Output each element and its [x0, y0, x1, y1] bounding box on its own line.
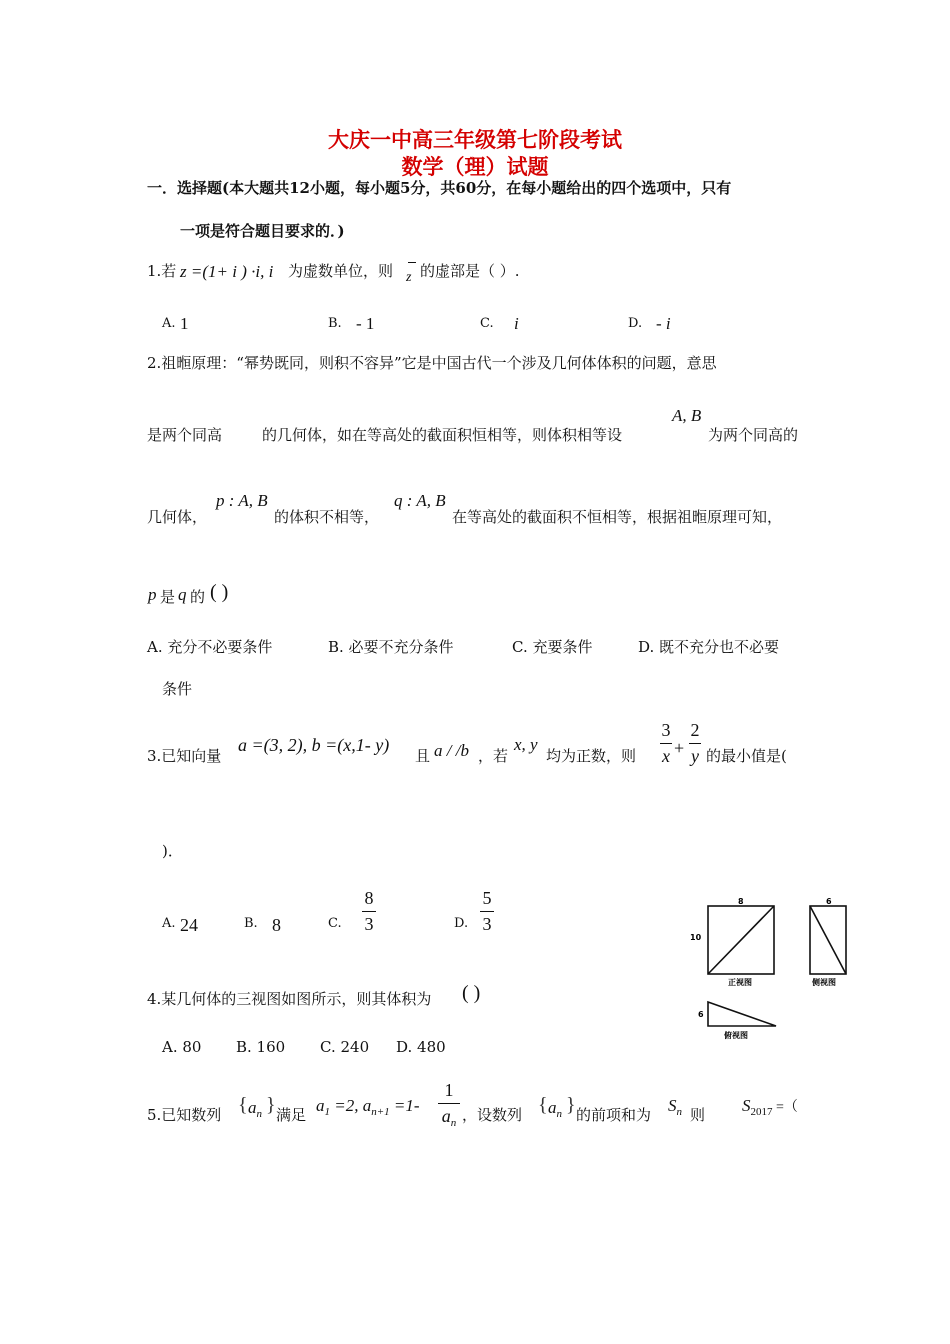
q5-cond-sub2: n+1	[371, 1106, 390, 1118]
section-heading-cont: 一项是符合题目要求的．)	[180, 222, 345, 240]
front-view-label: 正视图	[728, 978, 752, 987]
q3-vectors: a =(3, 2), b =(x,1- y)	[238, 735, 390, 755]
q1-zbar: z	[406, 270, 412, 285]
q3-f2-denominator: y	[691, 746, 699, 766]
q5-frac-den-sub: n	[450, 1117, 457, 1129]
q5-frac-den-a: a	[441, 1106, 451, 1126]
q3-option-c-num: 8	[364, 888, 374, 908]
q1-option-d-label: D.	[628, 316, 643, 331]
q5-satisfy: 满足	[276, 1106, 307, 1124]
q5-condition	[316, 1096, 420, 1118]
q2-line2b: 的几何体，如在等高处的截面积恒相等，则体积相等设	[262, 426, 623, 444]
q2-option-a: A. 充分不必要条件	[147, 638, 273, 656]
top-view-label: 俯视图	[724, 1031, 748, 1040]
q2-p: p	[148, 585, 157, 604]
q3-and: 且	[415, 747, 431, 765]
q3-parallel: a / /b	[434, 741, 469, 760]
q5-brace-close-1: }	[266, 1094, 276, 1116]
q5-an-sub: n	[256, 1108, 262, 1120]
q1-option-a-label: A.	[162, 316, 176, 331]
q5-frac-num: 1	[444, 1080, 454, 1100]
q1-tail: 的虚部是（ ）.	[420, 262, 520, 280]
front-view-diagonal	[708, 906, 774, 974]
q1-number: 1.若	[147, 262, 177, 280]
dim-10-label: 10	[690, 933, 702, 942]
q2-is: 是	[160, 588, 176, 606]
q3-tail: 的最小值是(	[706, 747, 787, 765]
section-heading: 一．选择题(本大题共12小题，每小题5分，共60分，在每小题给出的四个选项中，只有	[147, 179, 732, 197]
q3-option-d-den: 3	[482, 914, 492, 934]
q2-line2c: 为两个同高的	[708, 426, 799, 444]
dim-6-side-label: 6	[826, 897, 832, 906]
q2-option-c: C. 充要条件	[512, 638, 593, 656]
q5-Sn	[668, 1096, 682, 1118]
q2-answer-paren: ( )	[210, 581, 229, 603]
q3-f1-denominator: x	[662, 746, 670, 766]
q2-ab: A, B	[672, 406, 702, 425]
q2-q: q	[178, 585, 187, 604]
q2-line3c: 在等高处的截面积不恒相等，根据祖暅原理可知，	[452, 508, 783, 526]
q1-option-b-label: B.	[328, 316, 342, 331]
q3-option-b-label: B.	[244, 916, 258, 931]
q2-line3b: 的体积不相等，	[274, 508, 380, 526]
q3-option-d	[480, 888, 494, 935]
q2-p-expr: p : A, B	[216, 491, 268, 510]
q3-mid: 均为正数，则	[546, 747, 637, 765]
q3-option-a: 24	[180, 915, 198, 935]
q1-formula: z =(1+ i ) ·i, i	[180, 262, 274, 281]
q2-line3a: 几何体，	[147, 508, 208, 526]
q5-number: 5.已知数列	[147, 1106, 222, 1124]
exam-subtitle: 数学（理）试题	[401, 154, 549, 179]
q5-cond-eq: =1-	[389, 1096, 420, 1115]
dim-6-top-label: 6	[698, 1010, 704, 1019]
q3-xy: x, y	[514, 735, 538, 754]
q5-an-symbol: a	[248, 1098, 257, 1117]
q5-S2017-symbol: S	[742, 1096, 751, 1115]
q3-plus: +	[674, 738, 685, 758]
q2-option-d: D. 既不充分也不必要	[638, 638, 780, 656]
exam-title: 大庆一中高三年级第七阶段考试	[328, 127, 622, 152]
q5-S2017	[742, 1096, 798, 1118]
q4-option-b: B. 160	[236, 1038, 286, 1056]
q5-S2017-sub: 2017	[750, 1106, 773, 1118]
q5-S-sub: n	[676, 1106, 682, 1118]
q5-an2-symbol: a	[548, 1098, 557, 1117]
q5-brace-close-2: }	[566, 1094, 576, 1116]
q5-cond-mid: =2, a	[330, 1096, 372, 1115]
q5-an2-sub: n	[556, 1108, 562, 1120]
q4-option-c: C. 240	[320, 1038, 370, 1056]
q5-brace-open-2: {	[538, 1094, 548, 1116]
q3-fraction-2	[689, 720, 701, 767]
q5-S-symbol: S	[668, 1096, 677, 1115]
q1-option-b: - 1	[356, 314, 375, 333]
top-view-triangle	[708, 1002, 776, 1026]
q2-of: 的	[190, 588, 206, 606]
q3-option-d-num: 5	[482, 888, 492, 908]
q4-answer-paren: ( )	[462, 982, 481, 1004]
q3-option-b: 8	[272, 915, 281, 935]
q2-option-b: B. 必要不充分条件	[328, 638, 454, 656]
q1-option-d: - i	[656, 314, 671, 333]
q3-option-a-label: A.	[162, 916, 176, 931]
q4-option-d: D. 480	[396, 1038, 446, 1056]
q5-then: 则	[690, 1106, 706, 1124]
q5-an	[248, 1098, 262, 1120]
q3-if: ，若	[478, 747, 509, 765]
q5-cond-a: a	[316, 1096, 325, 1115]
q2-line1: 2.祖暅原理：“幂势既同，则积不容异”它是中国古代一个涉及几何体体积的问题，意思	[147, 354, 717, 372]
q3-fraction-1	[660, 720, 672, 767]
q5-brace-open-1: {	[238, 1094, 248, 1116]
q4-option-a: A. 80	[162, 1038, 202, 1056]
q1-option-a: 1	[180, 314, 189, 333]
q3-option-d-label: D.	[454, 916, 469, 931]
q1-text: 为虚数单位，则	[288, 262, 394, 280]
q1-option-c-label: C.	[480, 316, 494, 331]
q2-option-d-cont: 条件	[162, 680, 193, 698]
q4-text: 4.某几何体的三视图如图所示，则其体积为	[147, 990, 432, 1008]
q2-line2a: 是两个同高	[147, 426, 223, 444]
q3-f1-numerator: 3	[661, 720, 671, 740]
q5-fraction	[438, 1080, 460, 1129]
q1-option-c: i	[514, 314, 519, 333]
q5-cond-sub1: 1	[324, 1106, 330, 1118]
q3-option-c-den: 3	[364, 914, 374, 934]
q3-f2-numerator: 2	[690, 720, 700, 740]
q5-sum-text: 的前项和为	[576, 1106, 652, 1124]
q2-q-expr: q : A, B	[394, 491, 446, 510]
q5-comma: ，设数列	[462, 1106, 523, 1124]
dim-8-label: 8	[738, 897, 744, 906]
side-view-label: 侧视图	[812, 978, 836, 987]
q5-frac-den	[438, 1106, 460, 1129]
q3-option-c-label: C.	[328, 916, 342, 931]
q3-number: 3.已知向量	[147, 747, 222, 765]
side-view-diagonal	[810, 906, 846, 974]
q5-an2	[548, 1098, 562, 1120]
q5-eq-tail: =（	[772, 1100, 798, 1115]
zbar-overline	[408, 262, 416, 263]
q3-option-c	[362, 888, 376, 935]
q3-close: )．	[162, 842, 183, 860]
three-view-figure	[680, 896, 860, 1046]
